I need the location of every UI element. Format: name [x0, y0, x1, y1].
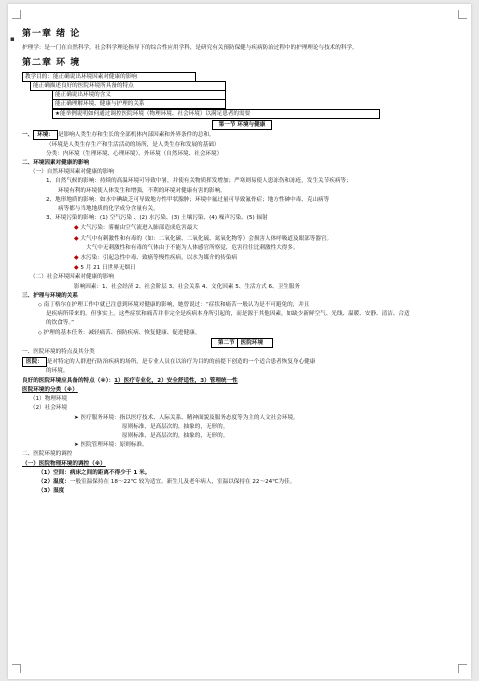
objective-line: 能正确说出环境的含义	[52, 90, 226, 100]
objective-line: 能正确描述良好的医院环境所具备的特点	[30, 81, 226, 91]
diamond-bullet-icon: ◆	[74, 254, 79, 262]
arrow-bullet-icon: ➤	[74, 442, 79, 449]
section-2-title: 第二节 医院环境	[211, 338, 273, 348]
diamond-outline-icon: ◇	[38, 302, 42, 309]
objective-line: 能正确理解环境、健康与护理的关系	[52, 99, 226, 109]
objectives-block	[22, 72, 462, 119]
document-page	[8, 4, 471, 679]
chapter-1-title: 第一章 绪 论	[22, 29, 81, 39]
page-corner-mark	[458, 10, 467, 19]
diamond-outline-icon: ◇	[38, 329, 42, 336]
paragraph: 护理学：是一门在自然科学，社会科学理论指导下的综合性应用学科，是研究有关预防保健与疾病防治过程中的护理理论与技术的科学。	[22, 45, 358, 51]
arrow-bullet-icon: ➤	[74, 414, 79, 421]
section-1-title: 第一节 环境与健康	[212, 120, 273, 130]
page-corner-mark	[458, 664, 467, 673]
page-corner-mark	[12, 10, 21, 19]
diamond-bullet-icon: ◆	[74, 234, 79, 242]
objective-line: ★能举例说明如何通过调控医院环境（物理环境、社会环境）以满足患者的需要	[52, 109, 380, 119]
diamond-bullet-icon: ◆	[74, 264, 79, 272]
chapter-2-title: 第二章 环 境	[22, 58, 81, 69]
bullet-marker-icon: ▪	[10, 35, 15, 43]
diamond-bullet-icon: ◆	[74, 224, 79, 232]
document-body: 第一章 绪 论 护理学：是一门在自然科学，社会科学理论指导下的综合性应用学科，是研究有关预防保健与疾病防治过程中的护理理论与技术的科学。 第二章 环 境 教学目的：能正确说出环境因素对健康的影响 能正确描述良好的医院环境所具备的特点 能正确说出环境的含义 能正确理解环境、健康与护理的关系 ★能举例说明如何通过调控医院环境（物理环境、社会环境）以满足患者的需要 第一节 环境与健康 一、 环境： 是影响人类生存和生长的全部机体内部因素和外界条件的总和。 （环境是人类生存生产和生活活动的场所，是人类生存和发展的基础） 分类：内环境（生理环境、心理环境）、外环境（自然环境、社会环境） 二、环境因素对健康的影响 （一）自然环境因素对健康的影响 1、自然气候的影响：持续的高温环境可导致中暑，并使有关物质挥发增加；严寒则易使人患冻伤和冻疮，发生关节疾病等； 环境有利的环境使人体发生和增强，不利的环境对健康有害的影响。 2、地形地质的影响：如水中碘缺乏可导致地方性甲状腺肿；环境中氟过量可导致氟骨症；地方性砷中毒、克山病等 病等都与当地地质的化学成分含量有关。 3、环境污染的影响：(1) 空气污染 、(2) 水污染、(3) 土壤污染、(4) 噪声污染、(5) 辐射 ◆ 大气污染：雾霾由空气流进入肺部造成危害最大 ◆ 大气中有刺激性和有毒的（如：二氧化碳、二氧化硫、氮氧化物等）会损害人体呼吸道及眼部等器官。 大气中无刺激性和有毒的气体由于不能为人体感官所察觉，危害往往比刺激性大得多。 ◆ 水污染：引起急性中毒、致癌等慢性疾病，以水为媒介的传染病 ◆ 5 月 21 日世界无烟日 （二）社会环境因素对健康的影响 影响因素：1、社会经济 2、社会阶层 3、社会关系 4、文化因素 5、生活方式 6、卫生服务 三、护理与环境的关系 ◇ 南丁格尔在护理工作中就已注意到环境对健康的影响，她曾说过：“症状和痛苦一般认为是不可避免的，并且 是疾病所带来的。但事实上，这些症状和痛苦并非完全是疾病本身所引起的，而是源于其他因素，如缺少新鲜空气、光线、温暖、安静、清洁、合适 的饮食等。” ◇ 护理的基本任务：减轻痛苦、预防疾病、恢复健康、促进健康。 第二节 医院环境 一、医院环境的特点及其分类 医院： 是对特定的人群进行防治疾病的场所，是专业人员在以治疗为目的的前提下创造的一个适合患者恢复身心健康 的环境。 良好的医院环境应具备的特点（※）：1）医疗专业化，2）安全舒适性，3）管理统一性 医院环境的分类（※） （1）物理环境 （2）社会环境 ➤ 医疗服务环境：指以医疗技术、人际关系、精神面貌及服务态度等为主的人文社会环境。 原则标准，是高层次的，抽象的，无形的。 原则标准，是高层次的，抽象的，无形的。 ➤ 医院管理环境：原则标准。 二、医院环境的调控 （一）医院物理环境的调控（※） （1）空间：病床之间的距离不得少于 1 米。 （2）温度：一般室温保持在 18～22℃ 较为适宜。新生儿及老年病人，室温以保持在 22～24℃为佳。 （3）湿度	[22, 24, 462, 496]
page-corner-mark	[12, 664, 21, 673]
objective-line: 教学目的：能正确说出环境因素对健康的影响	[22, 72, 196, 82]
